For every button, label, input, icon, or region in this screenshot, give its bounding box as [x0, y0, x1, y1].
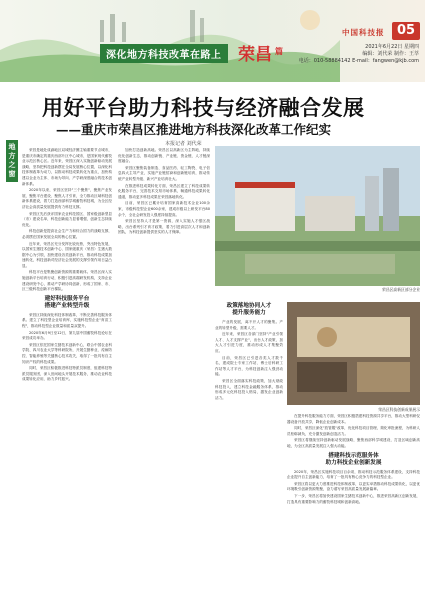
section-heading-2: 政策落地协同人才 提升服务能力 [226, 303, 272, 316]
paragraph: 近年来，荣昌区各部门坚持"产业引领人才、人才支撑产业"，出台人才政策，加大人才引进力度，推动形成人才集聚效应。 [215, 332, 283, 353]
paragraph: 荣昌区将继续坚持创新驱动发展战略，聚焦西部科学城建设，打造区域创新高地，为全区高质量发展注入强大动能。 [287, 438, 420, 448]
masthead-meta [299, 44, 419, 65]
page-number: 05 [392, 22, 420, 40]
column-2 [118, 148, 210, 595]
paragraph: 产业的发展，离不开人才的聚集。产业的转型升级，需要人才。 [215, 320, 283, 330]
column-2b [215, 300, 283, 595]
column-3 [287, 414, 420, 595]
paragraph: 科技创新是提高社会生产力和综合国力的战略支撑，必须摆在国家发展全局的核心位置。 [22, 229, 112, 239]
paragraph: 近年来，荣昌区充分发挥比较优势，突出特色发展，以国家生猪技术创新中心、国家级重庆（荣昌）生猪大数据中心为引领，加快建设各类创新平台，推动科技成果加速转化，科技创新对经济社会发展的支撑引领作用日益凸显。 [22, 241, 112, 268]
photo-2-caption: 荣昌区科技创新成果展示 [378, 407, 420, 412]
subheadline: ——重庆市荣昌区推进地方科技深化改革工作纪实 [56, 122, 332, 137]
paragraph: 同时，荣昌区积极推进科技特派员制度，组建科技特派员服务团，深入田间地头开展技术服务，推动农业科技成果转化应用，助力乡村振兴。 [22, 366, 112, 382]
paragraph: 下一步，荣昌区将加快建设国家生猪技术创新中心，推进荣昌高新区创新发展，打造具有重要影响力的畜牧科技城和创新高地。 [287, 493, 420, 504]
paragraph: 荣昌是地处成渝地区双城经济圈主轴重要节点城市，是重庆市确定的重庆西部片区中心城市，是国家现代畜牧业示范区核心区。近年来，荣昌区深入实施创新驱动发展战略，坚持把科技创新摆在全局发展核心位置，以深化科技体制改革为动力，以推动科技成果转化为重点，加快构建以企业为主体、市场为导向、产学研深度融合的技术创新体系。 [22, 148, 112, 186]
banner-city: 荣昌 [238, 45, 272, 65]
headline: 用好平台助力科技与经济融合发展 [42, 96, 365, 120]
paragraph: 2020年以来，荣昌区坚持"三个聚焦"，聚焦产业发展、聚焦平台建设、聚焦人才引育，全力推动区域科技创新体系建设，着力打造西部科学城畜牧科技城，为全区经济社会高质量发展提供有力科技支撑。 [22, 188, 112, 209]
contact-line: 电话：010-58884142 E-mail：fangwen@kjb.com [298, 58, 419, 64]
paragraph: 荣昌区全面落实科技政策，加大财政科技投入，建立科技金融服务体系，推动形成多元化科技投入格局，激发企业创新活力。 [215, 378, 283, 400]
banner-left-title: 深化地方科技改革在路上 [100, 44, 228, 63]
column-2-top [118, 148, 210, 236]
paragraph: 荣昌区坚持人才是第一资源，深入实施人才强区战略，出台系列引才育才政策，着力引进高层次人才和创新团队，为科技创新提供坚实的人才保障。 [118, 219, 210, 235]
paragraph: 目前，荣昌区已引进各类人才数千名，建成院士专家工作站、博士后科研工作站等人才平台，为科技创新注入强劲动能。 [215, 355, 283, 377]
masthead [0, 0, 425, 82]
column-3-top [287, 414, 420, 450]
paragraph: 荣昌区依托国家生猪技术创新中心，联合中国农业科学院、四川农业大学等科研院所，开展生猪种业、疫病防控、智能养殖等关键核心技术攻关，取得了一批具有自主知识产权的科技成果。 [22, 342, 112, 364]
editor-line: 编辑：刘代荣 制作：王萃 [362, 51, 419, 57]
paragraph: 荣昌区聚焦装备制造、食品医药、轻工陶瓷、电子信息四大主导产业，实施产业链招商和创新链培育，推动传统产业转型升级、新兴产业培育壮大。 [118, 165, 210, 181]
column-3-bottom [287, 470, 420, 506]
section-heading-1: 建好科技服务平台 搭建产业转型升级 [44, 295, 90, 309]
column-1-top [22, 148, 112, 293]
photo-1-caption: 荣昌区高新区部分企业 [382, 287, 420, 292]
paragraph: 2020年6月9日至12日，第九届中国畜牧科技论坛在荣昌成功举办。 [22, 330, 112, 341]
paragraph: 科技平台是集聚创新资源的重要载体。荣昌区深入实施创新平台培育行动，积极引进高端研发机构，支持企业建设研发中心，推动产学研协同创新，形成了国家、市、区三级科技创新平台梯队。 [22, 270, 112, 292]
paragraph: 在推进科技成果转化方面，荣昌区建立了科技成果转化服务平台，完善技术交易市场体系，畅通科技成果转化通道，推动更多科技成果在荣昌落地转化。 [118, 183, 210, 199]
paragraph: 在提升科技服务能力方面，荣昌区积极搭建科技资源共享平台，推动大型科研仪器设备开放共享，降低企业创新成本。 [287, 414, 420, 424]
paragraph: 目前，荣昌区已累计培育国家高新技术企业100余家，市级科技型企业600余家，建成市级以上研发平台80余个，全社会研发投入强度持续提高。 [118, 201, 210, 217]
banner-suffix: 篇 [275, 47, 283, 56]
photo-industrial-park [215, 146, 420, 286]
section-heading-3: 搭建科技示范服务体 助力科技企业创新发展 [325, 452, 382, 466]
issue-date: 2021年6月22日 星期四 [365, 44, 419, 50]
paragraph: 2020年，荣昌区实施科技项目百余项，推动科技示范服务体系建设，支持科技企业提升自主创新能力，培育了一批具有核心竞争力的科技型企业。 [287, 469, 420, 480]
paragraph: 同时，荣昌区深化"放管服"改革，优化科技项目管理，简化审批流程，为科研人员松绑减负，充分激发创新创造活力。 [287, 426, 420, 436]
masthead-landscape-art [0, 0, 425, 82]
paragraph: 荣昌区先后获评国家农业科技园区、国家级创新型县（市）建设名单，科技创新能力显著增强，创新生态持续优化。 [22, 211, 112, 227]
column-2b-body [215, 320, 283, 401]
paragraph: 荣昌区将以更大力度推进科技体制改革，以更实举措推动科技成果转化，以更优环境吸引创新资源集聚，奋力谱写荣昌高质量发展新篇章。 [287, 481, 420, 492]
byline: 本报记者 刘代荣 [165, 141, 202, 147]
innovation-display-image [287, 302, 420, 405]
column-1-bottom [22, 313, 112, 383]
column-1 [22, 148, 112, 595]
paper-name: 中国科技报 [342, 28, 385, 37]
paragraph: 荣昌区持续深化科技体制改革，不断完善科技服务体系。建立了科技型企业培育库，实施科技型企业"育苗工程"，推动科技型企业数量和质量双提升。 [22, 312, 112, 329]
industrial-park-image [215, 146, 420, 286]
section-tag: 地方之窗 [6, 140, 18, 182]
paragraph: 加快打造创新高地。荣昌区以高新区为主阵地，持续优化创新生态，推动创新链、产业链、资金链、人才链深度融合。 [118, 148, 210, 164]
photo-innovation-display [287, 302, 420, 405]
